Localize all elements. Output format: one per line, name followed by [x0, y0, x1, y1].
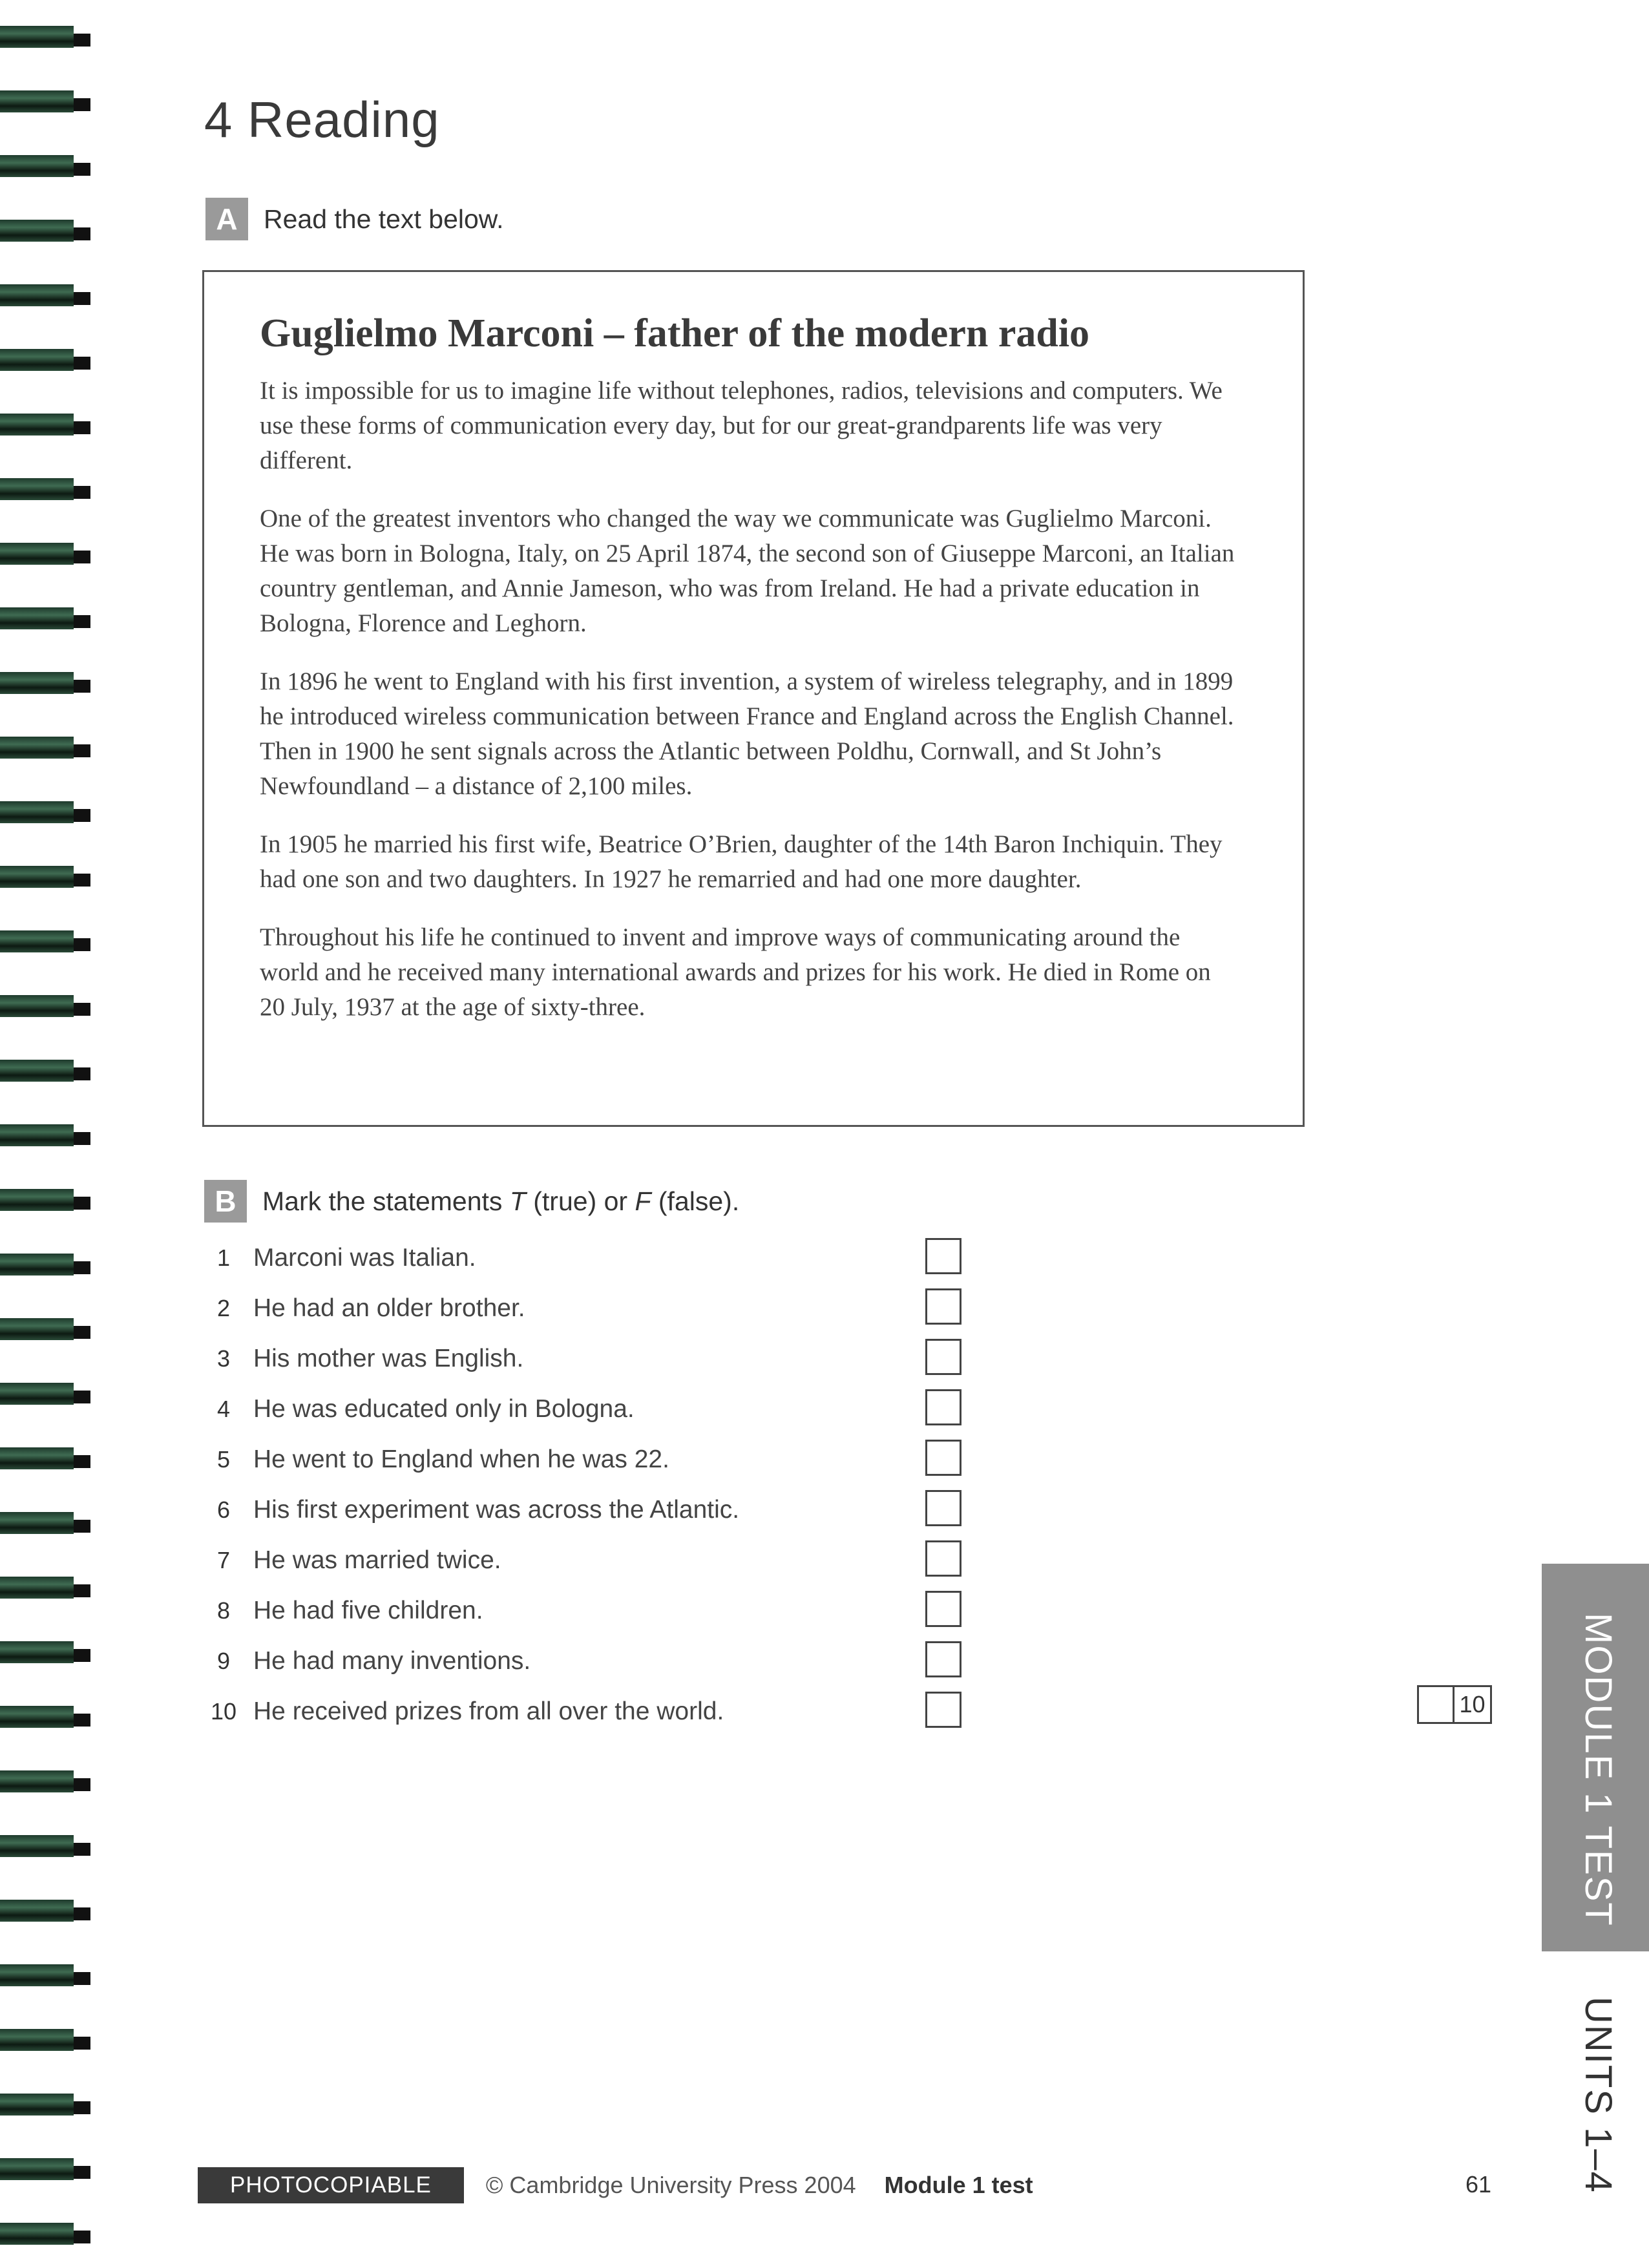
module-tab-label: MODULE 1 TEST	[1577, 1613, 1619, 1927]
reading-text-box	[202, 270, 1305, 1127]
article-paragraph: In 1905 he married his first wife, Beatrice O’Brien, daughter of the 14th Baron Inchiquin. They had one son and two daughters. In 1927 he remarried and had one more daughter.	[260, 830, 1223, 893]
statements-list	[194, 1233, 1034, 1737]
answer-box[interactable]	[925, 1591, 961, 1627]
score-total: 10	[1455, 1685, 1492, 1724]
task-a-letter-badge: A	[205, 198, 248, 240]
page-footer	[198, 2167, 1033, 2203]
footer-module-label: Module 1 test	[884, 2172, 1033, 2198]
statement-text: He had many inventions.	[253, 1647, 531, 1675]
false-letter: F	[635, 1186, 651, 1216]
statement-number: 6	[216, 1496, 231, 1523]
statement-number: 7	[216, 1547, 231, 1573]
statement-text: His first experiment was across the Atlantic.	[253, 1496, 740, 1524]
statement-number: 5	[216, 1446, 231, 1473]
module-side-tab	[1542, 1564, 1649, 1951]
task-b-letter-badge: B	[204, 1180, 247, 1223]
answer-box[interactable]	[925, 1641, 961, 1677]
statement-text: He was married twice.	[253, 1546, 501, 1574]
statement-number: 9	[216, 1648, 231, 1674]
statement-number: 3	[216, 1345, 231, 1372]
true-letter: T	[509, 1186, 526, 1216]
statement-row	[194, 1283, 1034, 1334]
statement-text: He had an older brother.	[253, 1294, 525, 1322]
statement-row	[194, 1485, 1034, 1535]
article-paragraph: Throughout his life he continued to invent and improve ways of communicating around the world and he received many international awards and prizes for his work. He died in Rome on 20 July, 1937 at the age of sixty-three.	[260, 923, 1211, 1021]
statement-number: 2	[216, 1295, 231, 1321]
spiral-binding	[0, 0, 90, 2268]
statement-text: He had five children.	[253, 1597, 483, 1624]
score-input-box[interactable]	[1417, 1685, 1455, 1724]
answer-box[interactable]	[925, 1540, 961, 1577]
statement-number: 1	[216, 1244, 231, 1271]
section-title: 4 Reading	[204, 91, 440, 148]
statement-number: 4	[216, 1396, 231, 1422]
statement-text: He received prizes from all over the world.	[253, 1697, 724, 1725]
answer-box[interactable]	[925, 1692, 961, 1728]
task-b-instruction	[262, 1186, 739, 1217]
false-label: (false).	[651, 1186, 740, 1216]
statement-number: 10	[210, 1698, 237, 1725]
statement-row	[194, 1434, 1034, 1485]
true-label: (true) or	[525, 1186, 635, 1216]
statement-row	[194, 1384, 1034, 1434]
units-label: UNITS 1–4	[1577, 1997, 1619, 2194]
task-a-header	[205, 198, 504, 240]
article-paragraph: One of the greatest inventors who changed the way we communicate was Guglielmo Marconi. He was born in Bologna, Italy, on 25 April 1874, the second son of Giuseppe Marconi, an Italian country gentleman, and Annie Jameson, who was from Ireland. He had a private education in Bologna, Florence and Leghorn.	[260, 505, 1235, 637]
statement-row	[194, 1636, 1034, 1686]
statement-row	[194, 1586, 1034, 1636]
task-b-instruction-prefix: Mark the statements	[262, 1186, 510, 1216]
statement-row	[194, 1686, 1034, 1737]
task-a-instruction: Read the text below.	[264, 204, 504, 234]
answer-box[interactable]	[925, 1339, 961, 1375]
article-paragraph: It is impossible for us to imagine life without telephones, radios, televisions and computers. We use these forms of communication every day, but for our great-grandparents life was very different.	[260, 377, 1223, 474]
statement-row	[194, 1334, 1034, 1384]
statement-row	[194, 1233, 1034, 1283]
photocopiable-badge: PHOTOCOPIABLE	[198, 2167, 464, 2203]
task-b-header	[204, 1180, 739, 1223]
statement-text: He was educated only in Bologna.	[253, 1395, 635, 1423]
statement-number: 8	[216, 1597, 231, 1624]
article-title: Guglielmo Marconi – father of the modern radio	[260, 311, 1090, 355]
answer-box[interactable]	[925, 1238, 961, 1274]
article-paragraph: In 1896 he went to England with his first invention, a system of wireless telegraphy, and in 1899 he introduced wireless communication between France and England across the English Channel. Then in 1900 he sent signals across the Atlantic between Poldhu, Cornwall, and St John’s Newfoundland – a distance of 2,100 miles.	[260, 667, 1234, 800]
copyright-text: © Cambridge University Press 2004	[485, 2172, 856, 2198]
statement-text: His mother was English.	[253, 1345, 524, 1372]
statement-row	[194, 1535, 1034, 1586]
page-number: 61	[1465, 2171, 1492, 2198]
answer-box[interactable]	[925, 1288, 961, 1325]
statement-text: Marconi was Italian.	[253, 1244, 476, 1272]
answer-box[interactable]	[925, 1389, 961, 1425]
answer-box[interactable]	[925, 1490, 961, 1526]
statement-text: He went to England when he was 22.	[253, 1445, 669, 1473]
answer-box[interactable]	[925, 1440, 961, 1476]
score-box	[1417, 1685, 1492, 1724]
